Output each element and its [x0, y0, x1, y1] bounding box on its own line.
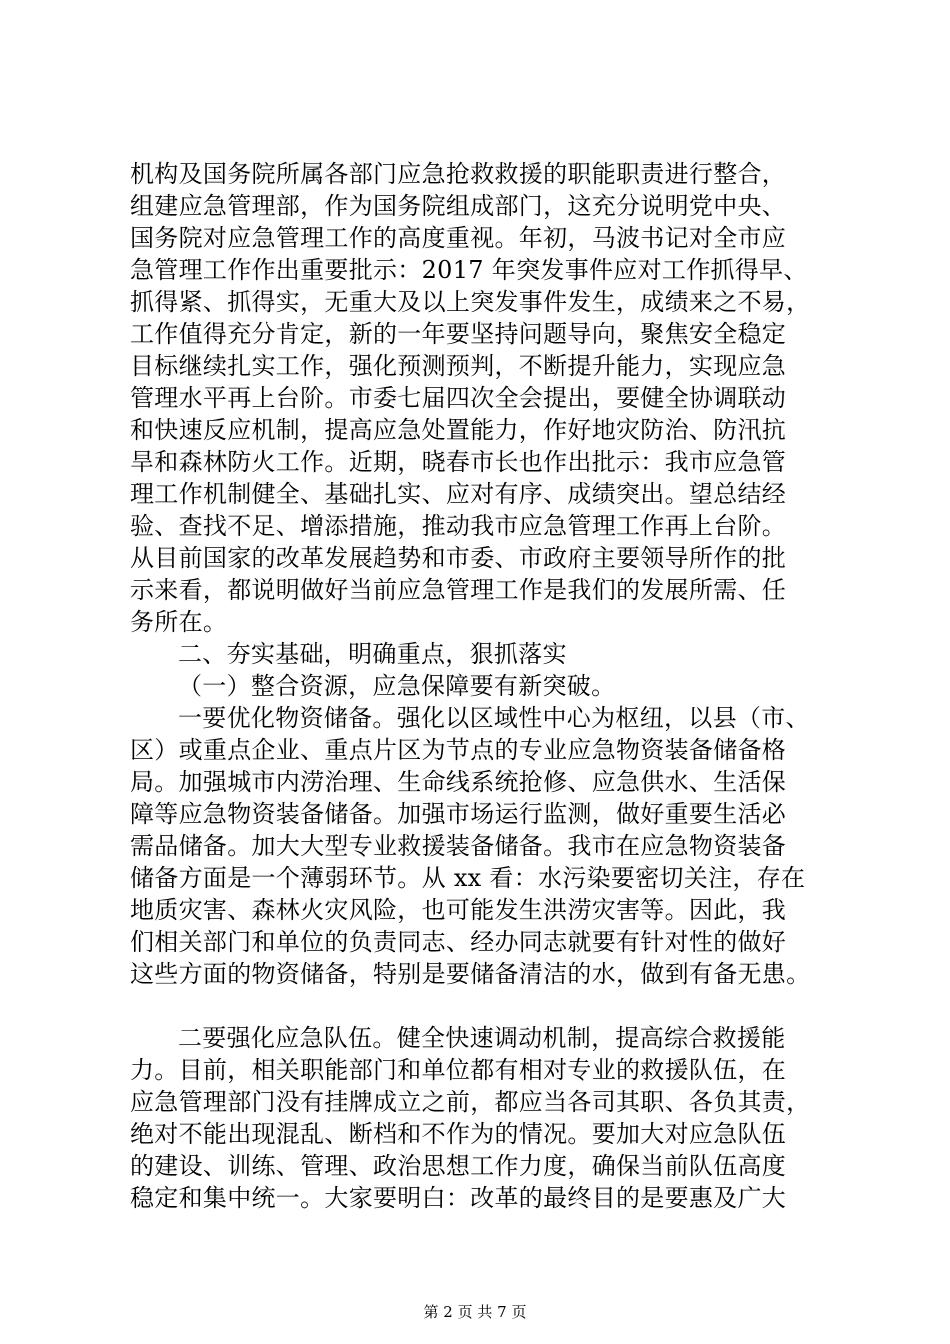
- body-line: 地质灾害、森林火灾风险，也可能发生洪涝灾害等。因此，我: [130, 896, 787, 924]
- body-line: 储备方面是一个薄弱环节。从 xx 看：水污染要密切关注，存在: [130, 864, 806, 892]
- body-line: 障等应急物资装备储备。加强市场运行监测，做好重要生活必: [130, 800, 787, 828]
- body-line: 示来看，都说明做好当前应急管理工作是我们的发展所需、任: [130, 576, 787, 604]
- body-line: 验、查找不足、增添措施，推动我市应急管理工作再上台阶。: [130, 512, 787, 540]
- body-line: 管理水平再上台阶。市委七届四次全会提出，要健全协调联动: [130, 384, 787, 412]
- document-body: [130, 158, 850, 1214]
- body-line: 目标继续扎实工作，强化预测预判，不断提升能力，实现应急: [130, 352, 787, 380]
- page-number-footer: 第 2 页 共 7 页: [423, 1303, 527, 1321]
- body-line: 组建应急管理部，作为国务院组成部门，这充分说明党中央、: [130, 192, 787, 220]
- body-line: 从目前国家的改革发展趋势和市委、市政府主要领导所作的批: [130, 544, 787, 572]
- body-line: 一要优化物资储备。强化以区域性中心为枢纽，以县（市、: [178, 704, 810, 732]
- body-line: 和快速反应机制，提高应急处置能力，作好地灾防治、防汛抗: [130, 416, 787, 444]
- body-line: 旱和森林防火工作。近期，晓春市长也作出批示：我市应急管: [130, 448, 787, 476]
- body-line: 务所在。: [130, 608, 228, 636]
- body-line: 需品储备。加大大型专业救援装备储备。我市在应急物资装备: [130, 832, 787, 860]
- body-line: 机构及国务院所属各部门应急抢救救援的职能职责进行整合，: [130, 160, 787, 188]
- body-line: 力。目前，相关职能部门和单位都有相对专业的救援队伍，在: [130, 1056, 787, 1084]
- subsection-heading: （一）整合资源，应急保障要有新突破。: [178, 672, 616, 700]
- paragraph-gap: [130, 990, 850, 1022]
- body-line: 国务院对应急管理工作的高度重视。年初，马波书记对全市应: [130, 224, 787, 252]
- body-line: 理工作机制健全、基础扎实、应对有序、成绩突出。望总结经: [130, 480, 787, 508]
- body-line: 二要强化应急队伍。健全快速调动机制，提高综合救援能: [178, 1024, 786, 1052]
- body-line: 稳定和集中统一。大家要明白：改革的最终目的是要惠及广大: [130, 1184, 787, 1212]
- section-heading: 二、夯实基础，明确重点，狠抓落实: [178, 640, 567, 668]
- body-line: 应急管理部门没有挂牌成立之前，都应当各司其职、各负其责，: [130, 1088, 811, 1116]
- body-line: 区）或重点企业、重点片区为节点的专业应急物资装备储备格: [130, 736, 787, 764]
- body-line: 局。加强城市内涝治理、生命线系统抢修、应急供水、生活保: [130, 768, 787, 796]
- body-line: 们相关部门和单位的负责同志、经办同志就要有针对性的做好: [130, 928, 787, 956]
- body-line: 的建设、训练、管理、政治思想工作力度，确保当前队伍高度: [130, 1152, 787, 1180]
- body-line: 这些方面的物资储备，特别是要储备清洁的水，做到有备无患。: [130, 960, 811, 988]
- body-line: 抓得紧、抓得实，无重大及以上突发事件发生，成绩来之不易，: [130, 288, 811, 316]
- body-line: 工作值得充分肯定，新的一年要坚持问题导向，聚焦安全稳定: [130, 320, 787, 348]
- body-line: 绝对不能出现混乱、断档和不作为的情况。要加大对应急队伍: [130, 1120, 787, 1148]
- body-line: 急管理工作作出重要批示：2017 年突发事件应对工作抓得早、: [130, 256, 808, 284]
